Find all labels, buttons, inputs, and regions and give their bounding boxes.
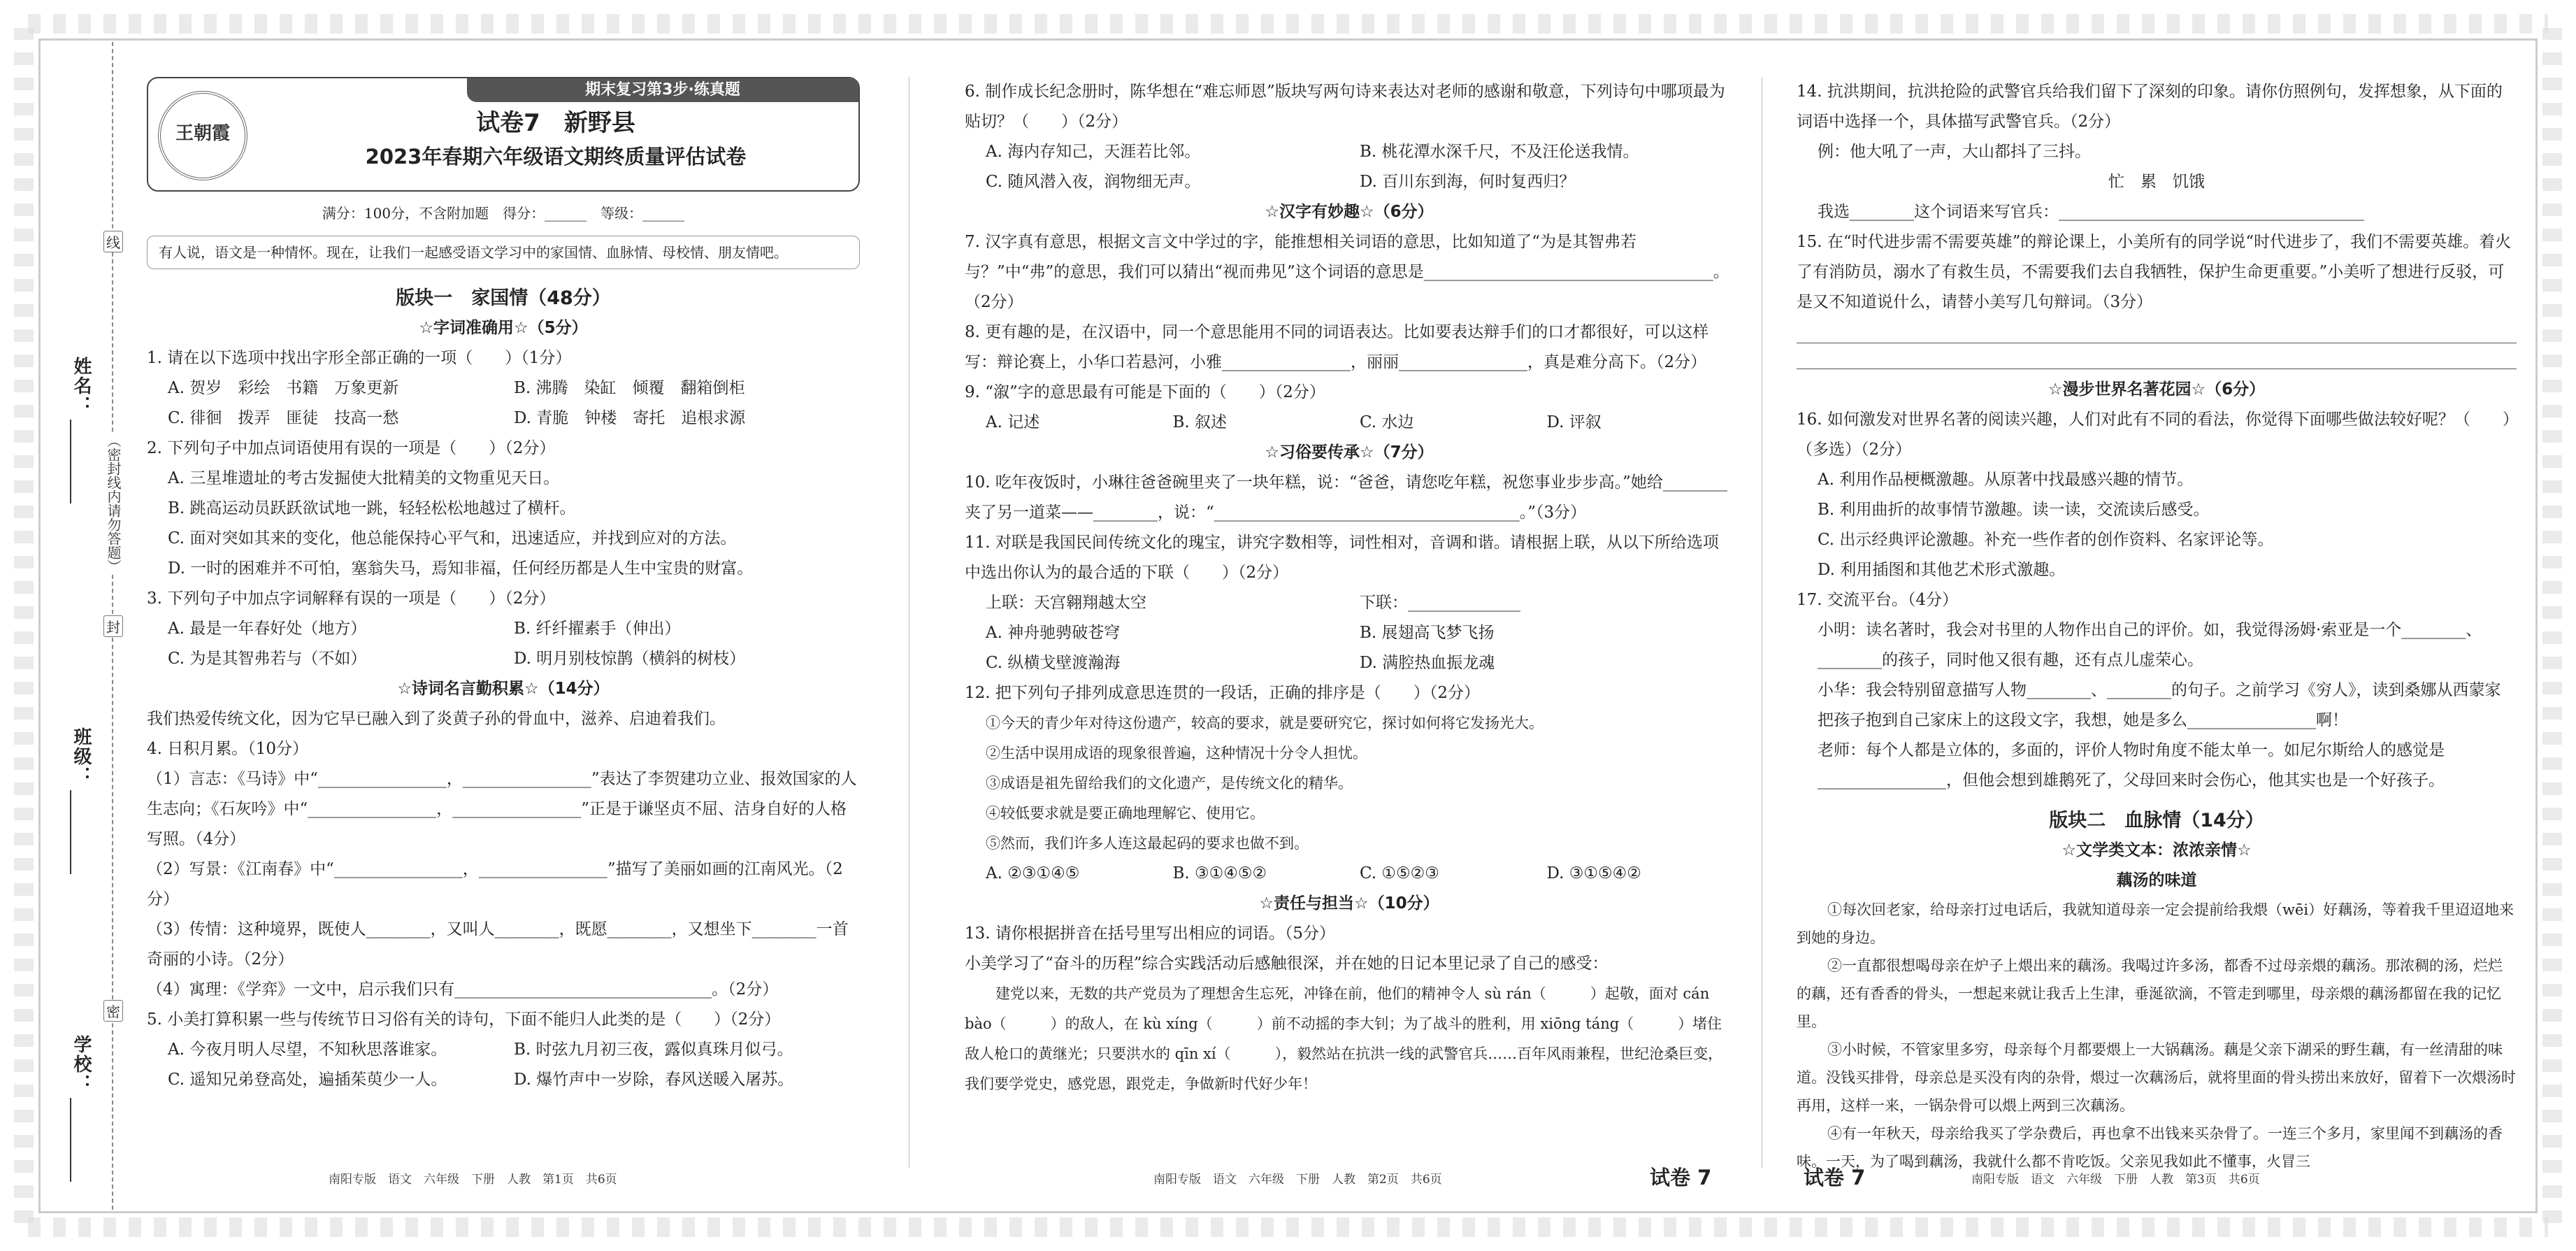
decorative-border-left — [14, 28, 34, 1223]
question-12-options — [965, 859, 1734, 889]
question-16-options — [1797, 465, 2517, 585]
option[interactable]: C. 随风潜入夜，润物细无声。 — [986, 173, 1201, 191]
sentence-item: ②生活中误用成语的现象很普遍，这种情况十分令人担忧。 — [986, 745, 1367, 762]
question-7: 7. 汉字真有意思，根据文言文中学过的字，能推想相关词语的意思，比如知道了“为是其智弗若与？”中“弗”的意思，我们可以猜出“视而弗见”这个词语的意思是____________________________________。（2分） — [965, 233, 1729, 311]
option[interactable]: B. 跳高运动员跃跃欲试地一跳，轻轻松松地越过了横杆。 — [168, 499, 576, 517]
question-17-xiaoming: 小明：读名著时，我会对书里的人物作出自己的评价。如，我觉得汤姆·索亚是一个________、________的孩子，同时他又很有趣，还有点儿虚荣心。 — [1818, 621, 2482, 669]
question-2-options — [147, 464, 860, 584]
question-13-text: 建党以来，无数的共产党员为了理想舍生忘死，冲锋在前，他们的精神令人 sù rán（ ）起敬，面对 cán bào（ ）的敌人，在 kù xíng（ ）前不动摇的李大钊；为了战斗的胜利，用 xiōng táng（ ）堵住敌人枪口的黄继光；只要洪水的 qīn xí（ ），毅然站在抗洪一线的武警官兵……百年风雨兼程，世纪沧桑巨变，我们要学党史，感党恩，跟党走，争做新时代好少年！ — [965, 985, 1723, 1092]
name-underline — [70, 420, 71, 503]
option[interactable]: B. 桃花潭水深千尺，不及汪伦送我情。 — [1360, 143, 1639, 161]
question-6-options — [965, 137, 1734, 197]
question-6: 6. 制作成长纪念册时，陈华想在“难忘师恩”版块写两句诗来表达对老师的感谢和敬意，下列诗句中哪项最为贴切？（ ）（2分） — [965, 83, 1725, 131]
subsection-heading: ☆文学类文本：浓浓亲情☆ — [2061, 841, 2252, 859]
binding-strip — [42, 42, 126, 1210]
question-4-part-1: （1）言志：《马诗》中“________________，________________”表达了李贺建功立业、报效国家的人生志向；《石灰吟》中“________________，________________”正是于谦坚贞不屈、洁身自好的人格写照。（4分） — [147, 770, 857, 848]
option[interactable]: C. 遥知兄弟登高处，遍插茱萸少一人。 — [168, 1071, 447, 1089]
exam-mark: 试卷 7 — [1650, 1166, 1712, 1189]
option[interactable]: C. 徘徊 拨弄 匪徒 技高一愁 — [168, 409, 399, 427]
option[interactable]: D. 爆竹声中一岁除，春风送暖入屠苏。 — [514, 1071, 794, 1089]
decorative-border-top — [28, 14, 2548, 34]
subsection-heading: ☆汉字有妙趣☆（6分） — [1265, 203, 1434, 221]
subsection-heading: ☆习俗要传承☆（7分） — [1265, 443, 1434, 462]
score-line: 满分：100分，不含附加题 得分：______ 等级：______ — [322, 205, 685, 222]
page-footer: 南阳专版 语文 六年级 下册 人教 第2页 共6页 — [1153, 1173, 1442, 1187]
option[interactable]: D. 百川东到海，何时复西归？ — [1360, 173, 1576, 191]
option[interactable]: A. 今夜月明人尽望，不知秋思落谁家。 — [168, 1041, 447, 1059]
exam-header — [147, 77, 860, 192]
question-15: 15. 在“时代进步需不需要英雄”的辩论课上，小美所有的同学说“时代进步了，我们不需要英雄。着火了有消防员，溺水了有救生员，不需要我们去自我牺牲，保护生命更重要。”小美听了想进行反驳，可是又不知道说什么，请替小美写几句辩词。（3分） — [1797, 233, 2512, 311]
class-underline — [70, 790, 71, 874]
option[interactable]: D. 利用插图和其他艺术形式激趣。 — [1818, 561, 2066, 579]
question-14-example: 例：他大吼了一声，大山都抖了三抖。 — [1818, 143, 2091, 161]
exam-title: 试卷7 新野县 — [476, 109, 635, 137]
name-label: 姓名： — [71, 357, 92, 415]
binding-mark-mi: 密 — [103, 1000, 123, 1022]
binding-mark-xian: 线 — [103, 231, 123, 252]
option[interactable]: D. 明月别枝惊鹊（横斜的树枝） — [514, 650, 746, 668]
school-label: 学校： — [71, 1035, 92, 1094]
option[interactable]: B. 沸腾 染缸 倾覆 翻箱倒柜 — [514, 379, 745, 397]
subsection-heading: ☆字词准确用☆（5分） — [419, 319, 588, 337]
option[interactable]: D. 一时的困难并不可怕，塞翁失马，焉知非福，任何经历都是人生中宝贵的财富。 — [168, 559, 754, 578]
option[interactable]: A. 记述 — [986, 413, 1040, 431]
story-title: 藕汤的味道 — [2116, 871, 2197, 889]
question-3: 3. 下列句子中加点字词解释有误的一项是（ ）（2分） — [147, 589, 556, 608]
option[interactable]: A. 海内存知己，天涯若比邻。 — [986, 143, 1201, 161]
question-4-part-2: （2）写景：《江南春》中“________________，________________”描写了美丽如画的江南风光。（2分） — [147, 860, 843, 908]
option[interactable]: B. 利用曲折的故事情节激趣。读一读，交流读后感受。 — [1818, 501, 2210, 519]
option[interactable]: A. 神舟驰骋破苍穹 — [986, 624, 1121, 642]
question-1: 1. 请在以下选项中找出字形全部正确的一项（ ）（1分） — [147, 349, 572, 367]
question-5-options — [147, 1035, 860, 1095]
option[interactable]: A. 三星堆遗址的考古发掘使大批精美的文物重见天日。 — [168, 469, 560, 487]
option[interactable]: A. 最是一年春好处（地方） — [168, 620, 367, 638]
story-paragraph: ④有一年秋天，母亲给我买了学杂费后，再也拿不出钱来买杂骨了。一连三个多月，家里闻不到藕汤的香味。一天，为了喝到藕汤，我就什么都不肯吃饭。父亲见我如此不懂事，火冒三 — [1797, 1125, 2503, 1170]
story-paragraph: ②一直都很想喝母亲在炉子上煨出来的藕汤。我喝过许多汤，都香不过母亲煨的藕汤。那浓稠的汤，烂烂的藕，还有香香的骨头，一想起来就让我舌上生津，垂涎欲滴，不管走到哪里，母亲煨的藕汤都留在我的记忆里。 — [1797, 957, 2503, 1030]
question-11-options — [965, 618, 1734, 678]
section-heading: 版块二 血脉情（14分） — [2049, 810, 2264, 831]
question-4: 4. 日积月累。（10分） — [147, 740, 309, 758]
question-11: 11. 对联是我国民间传统文化的瑰宝，讲究字数相等，词性相对，音调和谐。请根据上联，从以下所给选项中选出你认为的最合适的下联（ ）（2分） — [965, 534, 1719, 582]
exam-subtitle: 2023年春期六年级语文期终质量评估试卷 — [365, 145, 747, 169]
question-9-options — [965, 408, 1734, 438]
question-8: 8. 更有趣的是，在汉语中，同一个意思能用不同的词语表达。比如要表达辩手们的口才都很好，可以这样写：辩论赛上，小华口若悬河，小雅________________，丽丽________________，真是难分高下。（2分） — [965, 323, 1709, 371]
option[interactable]: D. 评叙 — [1546, 413, 1602, 431]
paragraph: 我们热爱传统文化，因为它早已融入到了炎黄子孙的骨血中，滋养、启迪着我们。 — [147, 710, 726, 728]
option[interactable]: D. 青脆 钟楼 寄托 追根求源 — [514, 409, 746, 427]
section-heading: 版块一 家国情（48分） — [396, 287, 611, 309]
decorative-border-right — [2542, 28, 2562, 1223]
question-3-options — [147, 614, 860, 674]
couplet-lower: 下联：______________ — [1360, 594, 1520, 612]
question-14-answer-line[interactable]: 我选________这个词语来写官兵：______________________________________ — [1818, 203, 2364, 221]
option[interactable]: A. ②③①④⑤ — [986, 864, 1080, 882]
option[interactable]: C. 出示经典评论激趣。补充一些作者的创作资料、名家评论等。 — [1818, 531, 2274, 549]
question-4-part-3: （3）传情：这种境界，既使人________，又叫人________，既愿________，又想坐下________一首奇丽的小诗。（2分） — [147, 920, 849, 968]
option[interactable]: A. 贺岁 彩绘 书籍 万象更新 — [168, 379, 399, 397]
option[interactable]: C. 纵横戈壁渡瀚海 — [986, 654, 1121, 672]
option[interactable]: C. 水边 — [1360, 413, 1414, 431]
question-14: 14. 抗洪期间，抗洪抢险的武警官兵给我们留下了深刻的印象。请你仿照例句，发挥想象，从下面的词语中选择一个，具体描写武警官兵。（2分） — [1797, 83, 2503, 131]
couplet-lines — [965, 588, 1734, 618]
binding-mark-feng: 封 — [103, 615, 123, 637]
option[interactable]: B. ③①④⑤② — [1172, 864, 1267, 882]
subsection-heading: ☆诗词名言勤积累☆（14分） — [397, 680, 610, 698]
page-footer: 南阳专版 语文 六年级 下册 人教 第3页 共6页 — [1971, 1173, 2260, 1187]
option[interactable]: A. 利用作品梗概激趣。从原著中找最感兴趣的情节。 — [1818, 471, 2194, 489]
question-2: 2. 下列句子中加点词语使用有误的一项是（ ）（2分） — [147, 439, 556, 457]
option[interactable]: B. 展翅高飞梦飞扬 — [1360, 624, 1495, 642]
story-paragraph: ①每次回老家，给母亲打过电话后，我就知道母亲一定会提前给我煨（wēi）好藕汤，等着我千里迢迢地来到她的身边。 — [1797, 901, 2514, 946]
sentence-item: ④较低要求就是要正确地理解它、使用它。 — [986, 805, 1265, 822]
subsection-heading: ☆漫步世界名著花园☆（6分） — [2048, 380, 2266, 399]
exam-mark: 试卷 7 — [1804, 1166, 1866, 1189]
decorative-border-bottom — [28, 1217, 2548, 1237]
option[interactable]: B. 纤纤擢素手（伸出） — [514, 620, 681, 638]
subsection-heading: ☆责任与担当☆（10分） — [1259, 894, 1439, 913]
answer-line[interactable] — [1797, 348, 2517, 369]
question-13: 13. 请你根据拼音在括号里写出相应的词语。（5分） — [965, 924, 1336, 943]
sentence-item: ①今天的青少年对待这份遗产，较高的要求，就是要研究它，探讨如何将它发扬光大。 — [986, 715, 1544, 731]
question-13-intro: 小美学习了“奋斗的历程”综合实践活动后感触很深，并在她的日记本里记录了自己的感受： — [965, 955, 1609, 973]
page-column-2 — [965, 77, 1734, 1099]
question-10: 10. 吃年夜饭时，小琳往爸爸碗里夹了一块年糕，说：“爸爸，请您吃年糕，祝您事业步步高。”她给________夹了另一道菜——________，说：“______________________________________。”（3分） — [965, 473, 1727, 522]
brand-seal-logo: 王朝霞 — [158, 91, 247, 180]
question-9: 9. “溆”字的意思最有可能是下面的（ ）（2分） — [965, 383, 1325, 401]
class-label: 班级： — [71, 727, 92, 786]
binding-note: （密封线内请勿答题） — [103, 434, 124, 573]
question-16: 16. 如何激发对世界名著的阅读兴趣，人们对此有不同的看法，你觉得下面哪些做法较好呢？（ ）（多选）（2分） — [1797, 410, 2511, 459]
question-4-part-4: （4）寓理：《学弈》一文中，启示我们只有________________________________。（2分） — [147, 980, 779, 999]
question-14-words: 忙 累 饥饿 — [2108, 173, 2205, 191]
question-12-items — [965, 708, 1734, 859]
header-strip: 期末复习第3步·练真题 — [467, 78, 858, 102]
page-column-1 — [147, 77, 860, 1095]
school-underline — [70, 1098, 71, 1182]
option[interactable]: C. ①⑤②③ — [1360, 864, 1439, 882]
question-12: 12. 把下列句子排列成意思连贯的一段话，正确的排序是（ ）（2分） — [965, 684, 1481, 702]
option[interactable]: D. 满腔热血振龙魂 — [1360, 654, 1495, 672]
intro-box: 有人说，语文是一种情怀。现在，让我们一起感受语文学习中的家国情、血脉情、母校情、朋友情吧。 — [147, 236, 860, 269]
option[interactable]: D. ③①⑤④② — [1546, 864, 1641, 882]
question-1-options — [147, 373, 860, 434]
question-5: 5. 小美打算积累一些与传统节日习俗有关的诗句，下面不能归人此类的是（ ）（2分） — [147, 1010, 781, 1029]
option[interactable]: B. 时弦九月初三夜，露似真珠月似弓。 — [514, 1041, 793, 1059]
page-footer: 南阳专版 语文 六年级 下册 人教 第1页 共6页 — [329, 1173, 617, 1187]
couplet-upper: 上联：天宫翱翔越太空 — [986, 594, 1146, 612]
story-paragraph: ③小时候，不管家里多穷，母亲每个月都要煨上一大锅藕汤。藕是父亲下湖采的野生藕，有一丝清甜的味道。没钱买排骨，母亲总是买没有肉的杂骨，煨过一次藕汤后，就将里面的骨头捞出来放好，留着下一次煨汤时再用，这样一来，一锅杂骨可以煨上两到三次藕汤。 — [1797, 1041, 2516, 1114]
answer-line[interactable] — [1797, 322, 2517, 343]
question-17-teacher: 老师：每个人都是立体的，多面的，评价人物时角度不能太单一。如尼尔斯给人的感觉是________________，但他会想到雄鹅死了，父母回来时会伤心，他其实也是一个好孩子。 — [1818, 741, 2445, 789]
sentence-item: ③成语是祖先留给我们的文化遗产，是传统文化的精华。 — [986, 775, 1353, 792]
option[interactable]: B. 叙述 — [1172, 413, 1228, 431]
sentence-item: ⑤然而，我们许多人连这最起码的要求也做不到。 — [986, 835, 1309, 852]
option[interactable]: C. 为是其智弗若与（不如） — [168, 650, 367, 668]
page-column-3 — [1797, 77, 2517, 1175]
option[interactable]: C. 面对突如其来的变化，他总能保持心平气和，迅速适应，并找到应对的方法。 — [168, 529, 737, 548]
question-17: 17. 交流平台。（4分） — [1797, 591, 1959, 609]
question-17-xiaohua: 小华：我会特别留意描写人物________、________的句子。之前学习《穷人》，读到桑娜从西蒙家把孩子抱到自己家床上的这段文字，我想，她是多么________________啊！ — [1818, 681, 2501, 729]
